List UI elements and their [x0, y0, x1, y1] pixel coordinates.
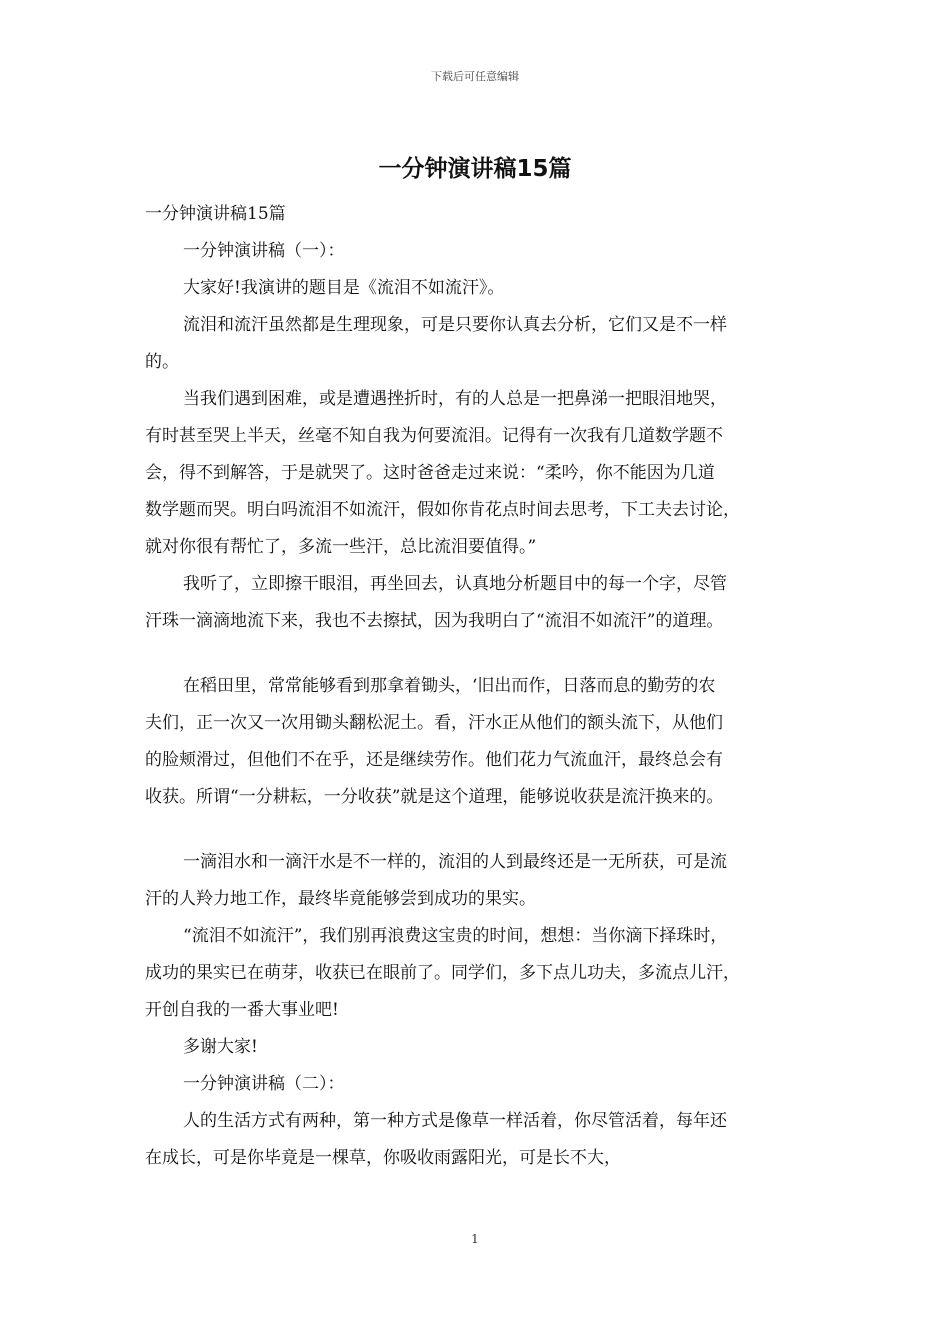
paragraph-line: 就对你很有帮忙了，多流一些汗，总比流泪要值得。”	[145, 537, 537, 557]
paragraph-line: 人的生活方式有两种，第一种方式是像草一样活着，你尽管活着，每年还	[183, 1111, 727, 1131]
page-header: 下载后可任意编辑	[431, 70, 519, 83]
page-number: 1	[471, 1232, 479, 1246]
paragraph-line: 汗的人羚力地工作，最终毕竟能够尝到成功的果实。	[145, 889, 536, 909]
paragraph-line: 汗珠一滴滴地流下来，我也不去擦拭，因为我明白了“流泪不如流汗”的道理。	[145, 611, 724, 631]
paragraph-line: 当我们遇到困难，或是遭遇挫折时，有的人总是一把鼻涕一把眼泪地哭，	[183, 389, 727, 409]
paragraph-line: 大家好!我演讲的题目是《流泪不如流汗》。	[183, 278, 505, 298]
paragraph-line: 夫们，正一次又一次用锄头翻松泥土。看，汗水正从他们的额头流下，从他们	[145, 713, 723, 733]
paragraph-line: 的。	[145, 352, 179, 372]
paragraph-line: 在成长，可是你毕竟是一棵草，你吸收雨露阳光，可是长不大，	[145, 1148, 621, 1168]
document-title: 一分钟演讲稿15篇	[378, 156, 572, 182]
section-heading-2: 一分钟演讲稿（二）：	[183, 1074, 345, 1094]
closing-line: 多谢大家!	[183, 1037, 258, 1057]
subtitle-line: 一分钟演讲稿15篇	[145, 204, 286, 224]
paragraph-line: 数学题而哭。明白吗流泪不如流汗，假如你肯花点时间去思考，下工夫去讨论，	[145, 500, 740, 520]
paragraph-line: 流泪和流汗虽然都是生理现象，可是只要你认真去分析，它们又是不一样	[183, 315, 727, 335]
paragraph-line: 会，得不到解答，于是就哭了。这时爸爸走过来说：“柔吟，你不能因为几道	[145, 463, 715, 483]
paragraph-line: 一滴泪水和一滴汗水是不一样的，流泪的人到最终还是一无所获，可是流	[183, 852, 727, 872]
document-body	[145, 196, 825, 1177]
paragraph-line: 成功的果实已在萌芽，收获已在眼前了。同学们，多下点儿功夫，多流点儿汗，	[145, 963, 740, 983]
paragraph-gap	[145, 640, 825, 668]
paragraph-gap	[145, 816, 825, 844]
section-heading-1: 一分钟演讲稿（一）：	[183, 241, 345, 261]
paragraph-line: 有时甚至哭上半天，丝毫不知自我为何要流泪。记得有一次我有几道数学题不	[145, 426, 723, 446]
paragraph-line: 收获。所谓“一分耕耘，一分收获”就是这个道理，能够说收获是流汗换来的。	[145, 787, 724, 807]
paragraph-line: 开创自我的一番大事业吧!	[145, 1000, 339, 1020]
paragraph-line: 的脸颊滑过，但他们不在乎，还是继续劳作。他们花力气流血汗，最终总会有	[145, 750, 723, 770]
paragraph-line: 我听了，立即擦干眼泪，再坐回去，认真地分析题目中的每一个字，尽管	[183, 574, 727, 594]
paragraph-line: 在稻田里，常常能够看到那拿着锄头，‘旧出而作，日落而息的勤劳的农	[183, 676, 716, 696]
paragraph-line: “流泪不如流汗”，我们别再浪费这宝贵的时间，想想：当你滴下择珠时，	[183, 926, 728, 946]
